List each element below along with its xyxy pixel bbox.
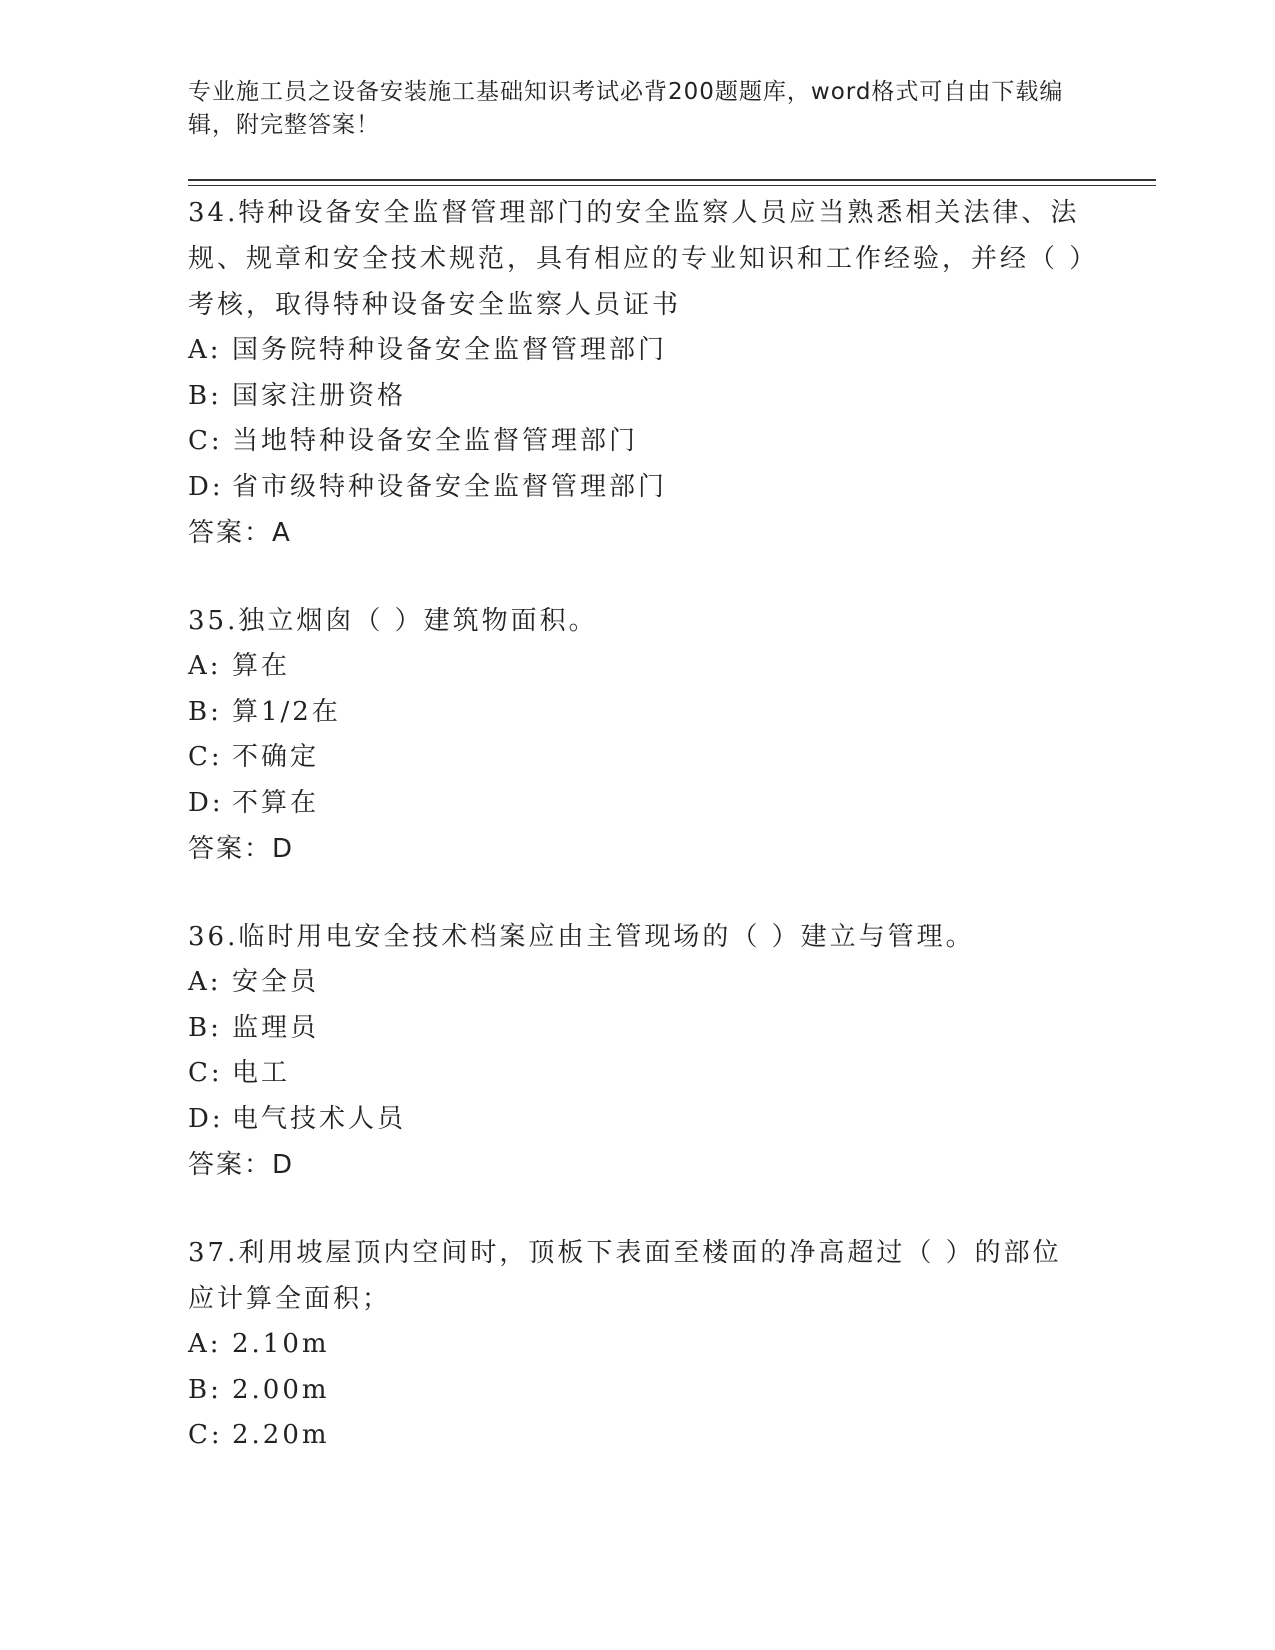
option-key: D: [188, 787, 224, 818]
option-text: 算在 [232, 651, 291, 681]
question-stem: 34.特种设备安全监督管理部门的安全监察人员应当熟悉相关法律、法规、规章和安全技术规范，具有相应的专业知识和工作经验，并经（ ）考核，取得特种设备安全监察人员证书 [188, 198, 1086, 320]
option-key: B: [188, 1012, 222, 1043]
option-c [188, 419, 1088, 465]
option-key: C: [188, 1420, 223, 1450]
header-divider-thin [188, 185, 1156, 186]
option-b [188, 1006, 1088, 1052]
option-a [188, 644, 1088, 690]
option-key: C: [188, 742, 223, 772]
option-text: 省市级特种设备安全监督管理部门 [232, 471, 668, 502]
question-37 [188, 1230, 1088, 1459]
option-text: 2.20m [232, 1420, 330, 1450]
option-text: 电气技术人员 [232, 1103, 407, 1134]
option-text: 不确定 [232, 742, 320, 772]
option-b [188, 690, 1088, 736]
option-a [188, 1322, 1088, 1368]
option-key: A: [188, 967, 222, 997]
option-key: A: [188, 335, 222, 365]
option-key: D: [188, 1103, 224, 1134]
option-key: B: [188, 696, 222, 727]
option-key: C: [188, 1058, 223, 1088]
question-list [188, 190, 1088, 1501]
document-header: 专业施工员之设备安装施工基础知识考试必背200题题库，word格式可自由下载编辑，附完整答案！ [188, 79, 1064, 138]
option-d [188, 781, 1088, 827]
option-text: 电工 [232, 1058, 291, 1088]
option-key: B: [188, 1374, 222, 1405]
option-c [188, 1413, 1088, 1459]
option-text: 不算在 [232, 787, 320, 818]
question-36 [188, 914, 1088, 1188]
option-b [188, 1368, 1088, 1414]
question-34 [188, 190, 1088, 556]
option-key: A: [188, 651, 222, 681]
answer-label: 答案：D [188, 834, 295, 864]
question-stem: 35.独立烟囱（ ）建筑物面积。 [188, 606, 598, 636]
header-divider-thick [188, 179, 1156, 181]
option-key: C: [188, 426, 223, 456]
answer-label: 答案：D [188, 1150, 295, 1180]
option-text: 2.00m [232, 1374, 330, 1405]
option-c [188, 735, 1088, 781]
option-a [188, 328, 1088, 374]
option-d [188, 465, 1088, 511]
option-key: D: [188, 471, 224, 502]
option-text: 监理员 [232, 1012, 320, 1043]
option-d [188, 1097, 1088, 1143]
answer-label: 答案：A [188, 518, 292, 548]
option-a [188, 960, 1088, 1006]
option-b [188, 374, 1088, 420]
option-text: 安全员 [232, 967, 320, 997]
option-text: 2.10m [232, 1329, 330, 1359]
question-stem: 36.临时用电安全技术档案应由主管现场的（ ）建立与管理。 [188, 922, 975, 952]
option-c [188, 1051, 1088, 1097]
option-text: 国家注册资格 [232, 380, 407, 411]
question-35 [188, 598, 1088, 872]
option-text: 当地特种设备安全监督管理部门 [232, 426, 639, 456]
option-key: B: [188, 380, 222, 411]
option-text: 国务院特种设备安全监督管理部门 [232, 335, 668, 365]
option-key: A: [188, 1329, 222, 1359]
option-text: 算1/2在 [232, 696, 341, 727]
question-stem: 37.利用坡屋顶内空间时，顶板下表面至楼面的净高超过（ ）的部位应计算全面积； [188, 1238, 1062, 1314]
